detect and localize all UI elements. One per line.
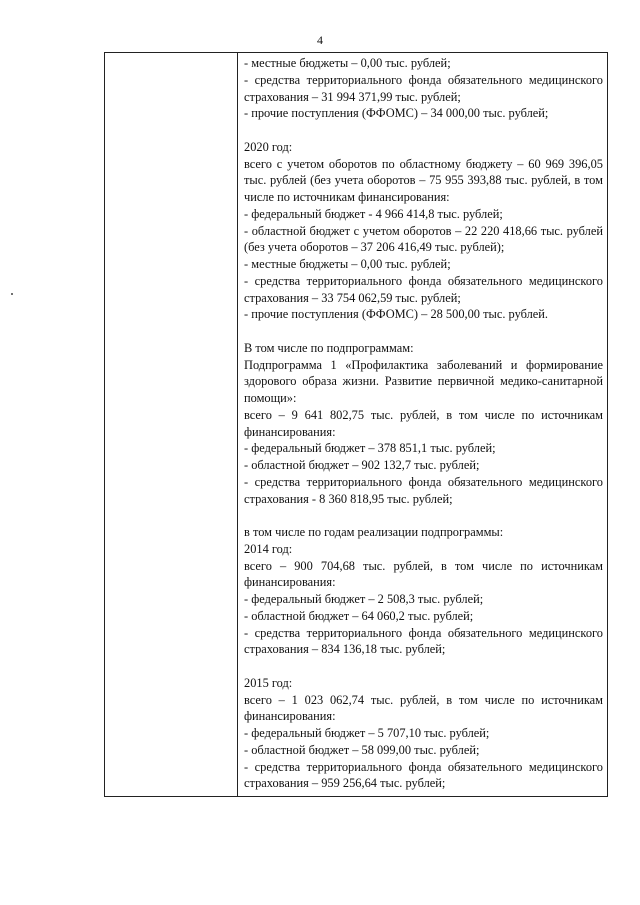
text-line: - прочие поступления (ФФОМС) – 28 500,00 тыс. рублей.	[244, 307, 549, 322]
text-line: 2020 год:	[244, 139, 293, 154]
text-line: - местные бюджеты – 0,00 тыс. рублей;	[244, 56, 451, 70]
text-line: - областной бюджет с учетом оборотов – 22 220 418,66 тыс. рублей (без учета оборотов – 37 206 416,49 тыс. рублей);	[244, 223, 603, 255]
subprogram-1-2014	[244, 524, 603, 658]
text-line: - федеральный бюджет - 4 966 414,8 тыс. рублей;	[244, 206, 503, 221]
text-line: всего – 900 704,68 тыс. рублей, в том числе по источникам финансирования:	[244, 558, 603, 590]
text-line: 2015 год:	[244, 675, 293, 690]
text-line: В том числе по подпрограммам:	[244, 340, 414, 355]
text-line: - средства территориального фонда обязательного медицинского страхования – 959 256,64 тыс. рублей;	[244, 759, 603, 791]
text-line: - средства территориального фонда обязательного медицинского страхования – 834 136,18 тыс. рублей;	[244, 625, 603, 657]
stray-mark	[11, 293, 13, 295]
text-line: - областной бюджет – 58 099,00 тыс. рублей;	[244, 742, 480, 757]
text-line: всего – 1 023 062,74 тыс. рублей, в том числе по источникам финансирования:	[244, 692, 603, 724]
text-line: - средства территориального фонда обязательного медицинского страхования - 8 360 818,95 тыс. рублей;	[244, 474, 603, 506]
text-line: - федеральный бюджет – 2 508,3 тыс. рублей;	[244, 592, 484, 606]
subprogram-1-summary	[244, 340, 603, 508]
text-line: 2014 год:	[244, 541, 293, 556]
table-left-cell	[105, 53, 238, 796]
text-line: всего с учетом оборотов по областному бюджету – 60 969 396,05 тыс. рублей (без учета оборотов – 75 955 393,88 тыс. рублей, в том числе по источникам финансирования:	[244, 156, 603, 204]
funding-2020	[244, 139, 603, 323]
text-line: - средства территориального фонда обязательного медицинского страхования – 33 754 062,59 тыс. рублей;	[244, 273, 603, 305]
blank-line	[244, 658, 603, 675]
text-line: - федеральный бюджет – 5 707,10 тыс. рублей;	[244, 726, 490, 740]
subprogram-1-2015	[244, 675, 603, 792]
text-line: Подпрограмма 1 «Профилактика заболеваний и формирование здорового образа жизни. Развитие первичной медико-санитарной помощи»:	[244, 357, 603, 405]
page-number: 4	[317, 33, 323, 47]
text-line: - федеральный бюджет – 378 851,1 тыс. рублей;	[244, 441, 496, 456]
blank-line	[244, 507, 603, 524]
text-line: всего – 9 641 802,75 тыс. рублей, в том числе по источникам финансирования:	[244, 407, 603, 439]
document-table	[104, 52, 608, 797]
text-line: в том числе по годам реализации подпрограммы:	[244, 525, 504, 539]
text-line: - областной бюджет – 902 132,7 тыс. рублей;	[244, 458, 480, 472]
text-line: - прочие поступления (ФФОМС) – 34 000,00 тыс. рублей;	[244, 106, 549, 121]
blank-line	[244, 323, 603, 340]
funding-2019-tail	[244, 55, 603, 122]
blank-line	[244, 122, 603, 139]
table-right-cell	[239, 53, 607, 796]
text-line: - областной бюджет – 64 060,2 тыс. рублей;	[244, 608, 474, 623]
text-line: - средства территориального фонда обязательного медицинского страхования – 31 994 371,99 тыс. рублей;	[244, 72, 603, 104]
text-line: - местные бюджеты – 0,00 тыс. рублей;	[244, 257, 451, 271]
